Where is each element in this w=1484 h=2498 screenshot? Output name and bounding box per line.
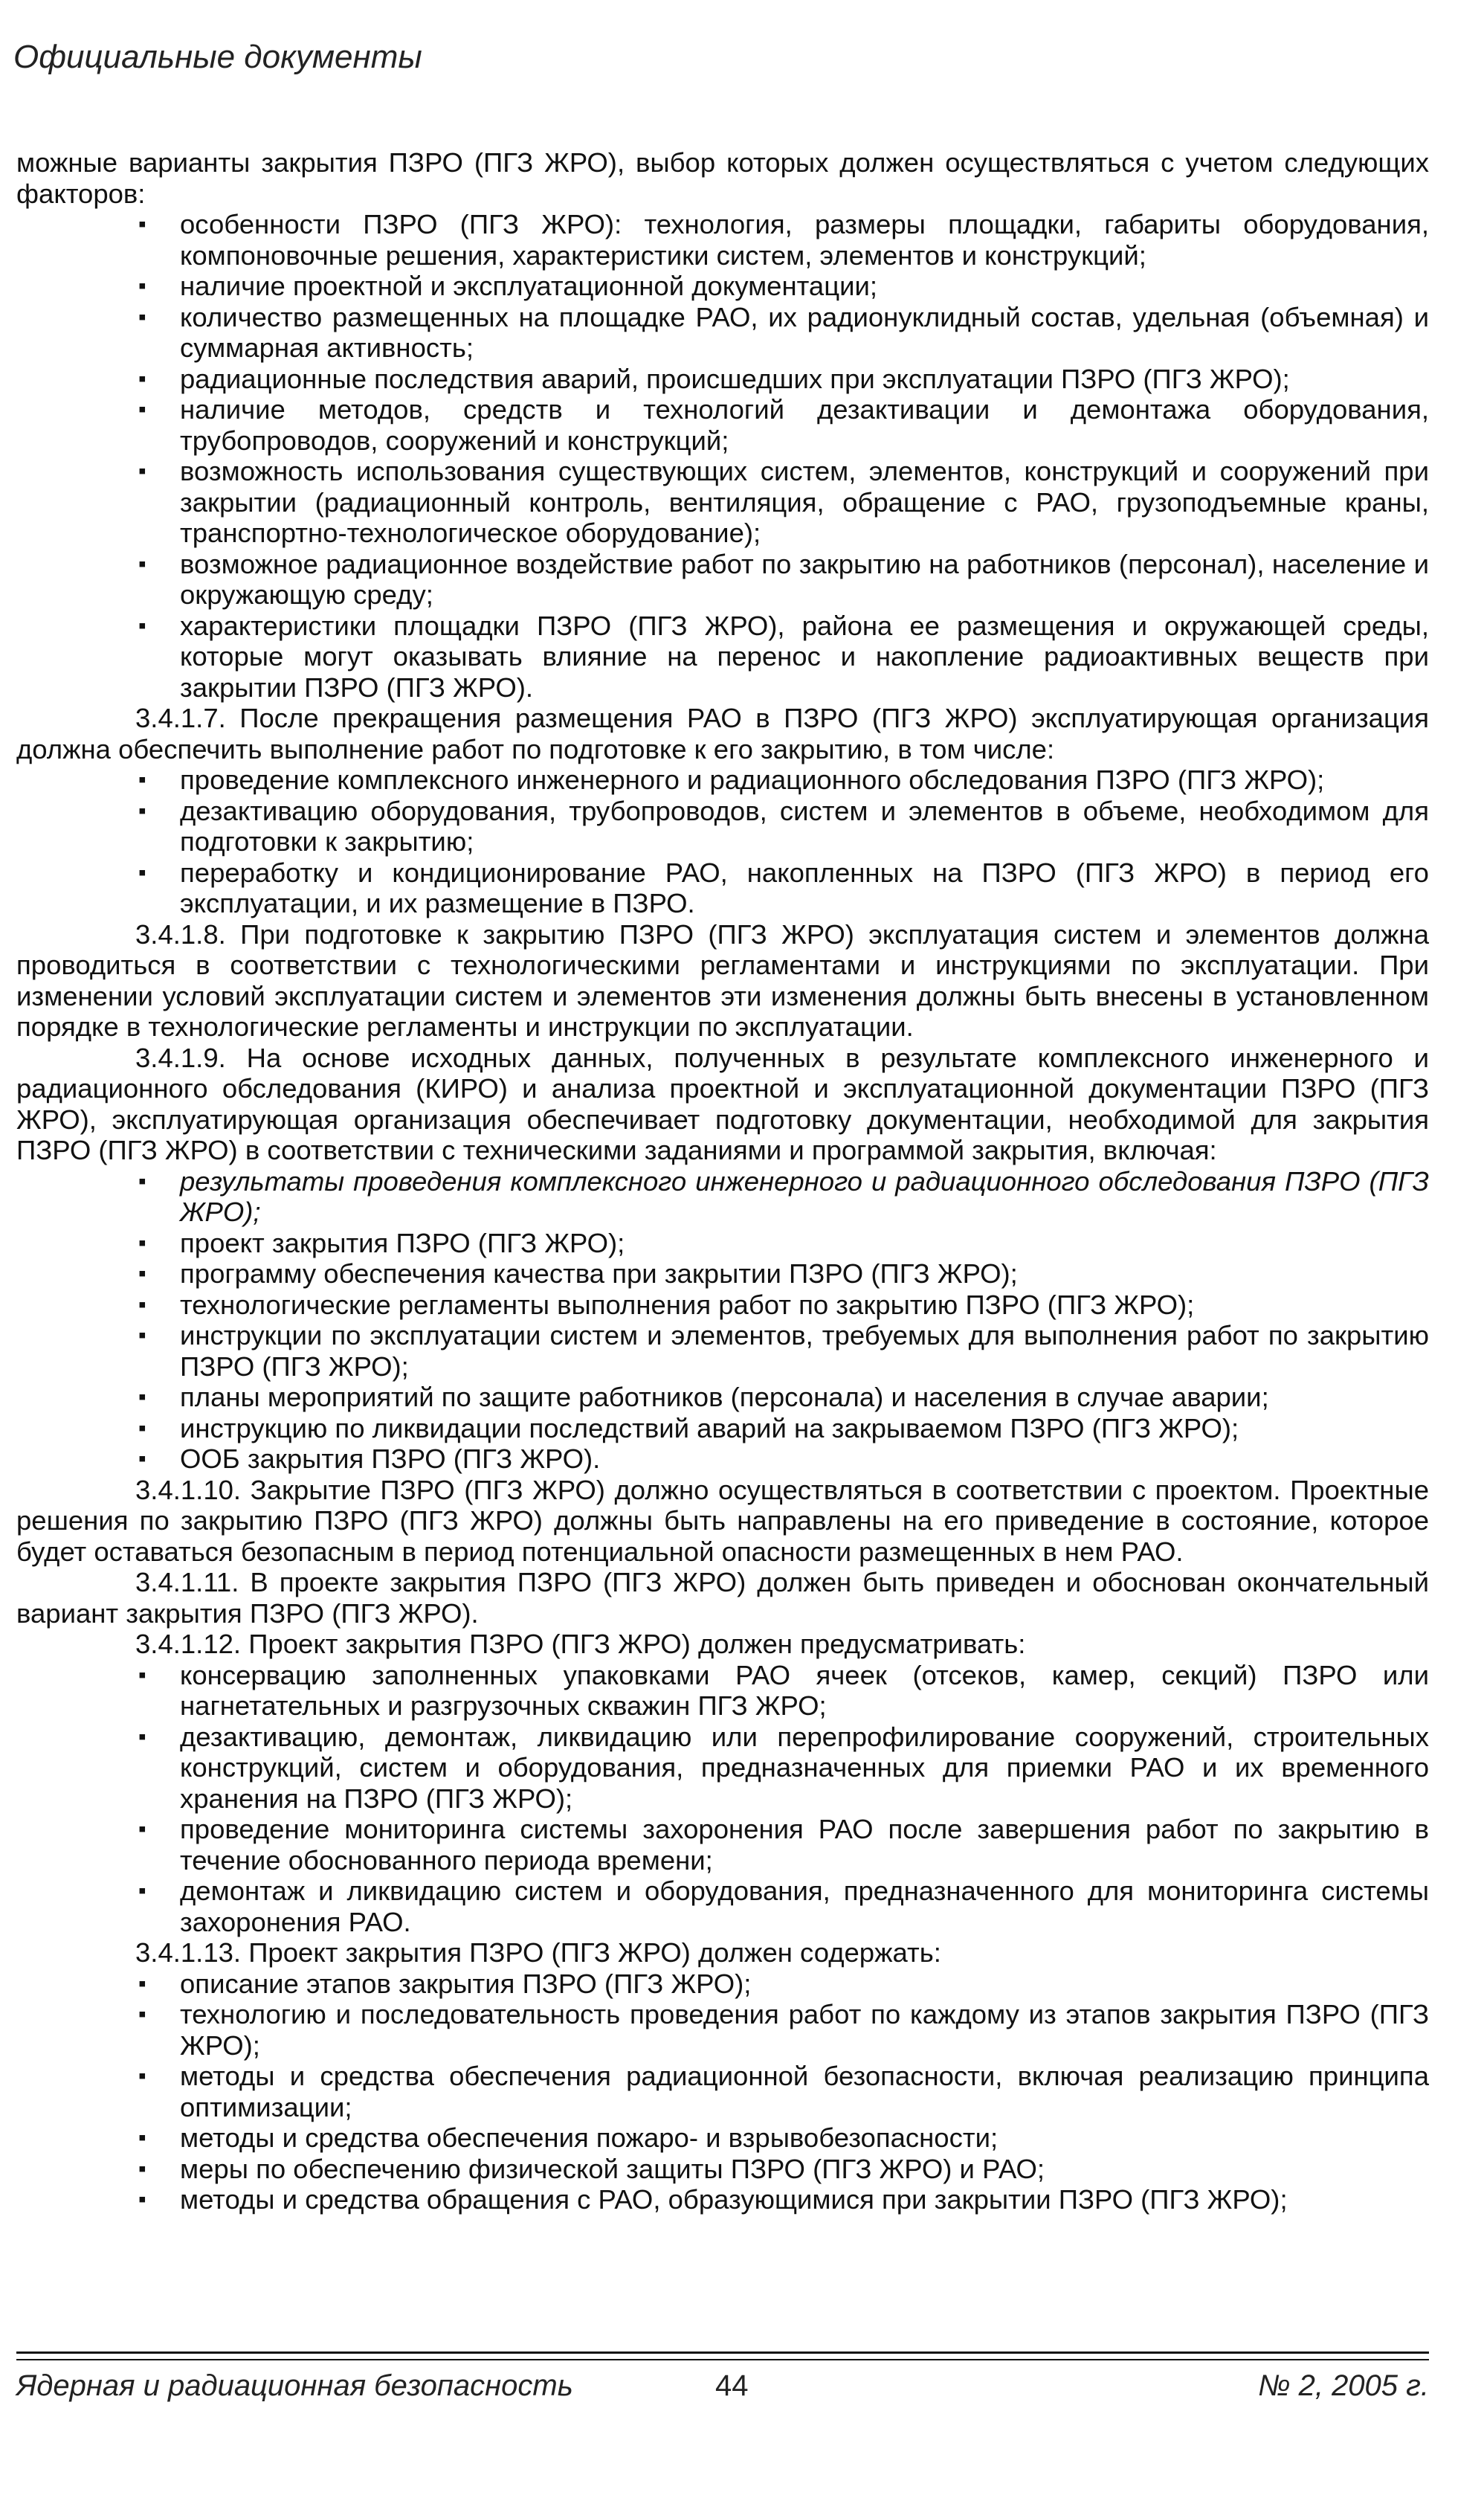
- list-item: ▪ количество размещенных на площадке РАО, их радионуклидный состав, удельная (объемная) и суммарная активность;: [180, 302, 1429, 364]
- list-item: ▪ переработку и кондиционирование РАО, накопленных на ПЗРО (ПГЗ ЖРО) в период его эксплуатации, и их размещение в ПЗРО.: [180, 857, 1429, 919]
- list-3-4-1-13: [16, 1969, 1429, 2215]
- paragraph-3-4-1-7: 3.4.1.7. После прекращения размещения РАО в ПЗРО (ПГЗ ЖРО) эксплуатирующая организация должна обеспечить выполнение работ по подготовке к его закрытию, в том числе:: [16, 703, 1429, 764]
- paragraph-3-4-1-13: 3.4.1.13. Проект закрытия ПЗРО (ПГЗ ЖРО) должен содержать:: [135, 1937, 941, 1968]
- list-item: ▪ инструкцию по ликвидации последствий аварий на закрываемом ПЗРО (ПГЗ ЖРО);: [180, 1413, 1429, 1444]
- list-item: ▪ программу обеспечения качества при закрытии ПЗРО (ПГЗ ЖРО);: [180, 1258, 1429, 1290]
- list-item: ▪ планы мероприятий по защите работников (персонала) и населения в случае аварии;: [180, 1382, 1429, 1413]
- list-3-4-1-9: [16, 1166, 1429, 1475]
- issue-label: № 2, 2005 г.: [1258, 2369, 1429, 2402]
- list-item: ▪ наличие методов, средств и технологий дезактивации и демонтажа оборудования, трубопроводов, сооружений и конструкций;: [180, 394, 1429, 456]
- list-item: ▪ возможность использования существующих систем, элементов, конструкций и сооружений при закрытии (радиационный контроль, вентиляция, обращение с РАО, грузоподъемные краны, транспортно-технологическое оборудование);: [180, 456, 1429, 549]
- page-number: 44: [715, 2369, 749, 2402]
- footer-divider: [16, 2351, 1429, 2354]
- list-item: ▪ проведение мониторинга системы захоронения РАО после завершения работ по закрытию в течение обоснованного периода времени;: [180, 1814, 1429, 1876]
- list-item: ▪ методы и средства обеспечения пожаро- и взрывобезопасности;: [180, 2122, 1429, 2154]
- list-item: ▪ меры по обеспечению физической защиты ПЗРО (ПГЗ ЖРО) и РАО;: [180, 2154, 1429, 2185]
- page-footer: [16, 2369, 1429, 2407]
- list-item: ▪ результаты проведения комплексного инженерного и радиационного обследования ПЗРО (ПГЗ ЖРО);: [180, 1166, 1429, 1228]
- paragraph-3-4-1-9: 3.4.1.9. На основе исходных данных, полученных в результате комплексного инженерного и радиационного обследования (КИРО) и анализа проектной и эксплуатационной документации ПЗРО (ПГЗ ЖРО), эксплуатирующая организация обеспечивает подготовку документации, необходимой для закрытия ПЗРО (ПГЗ ЖРО) в соответствии с техническими заданиями и программой закрытия, включая:: [16, 1042, 1429, 1165]
- list-item: ▪ особенности ПЗРО (ПГЗ ЖРО): технология, размеры площадки, габариты оборудования, компоновочные решения, характеристики систем, элементов и конструкций;: [180, 209, 1429, 271]
- list-3-4-1-7: [16, 764, 1429, 919]
- list-item: ▪ радиационные последствия аварий, происшедших при эксплуатации ПЗРО (ПГЗ ЖРО);: [180, 364, 1429, 395]
- factors-list: [16, 209, 1429, 703]
- paragraph-3-4-1-11: 3.4.1.11. В проекте закрытия ПЗРО (ПГЗ ЖРО) должен быть приведен и обоснован окончательный вариант закрытия ПЗРО (ПГЗ ЖРО).: [16, 1567, 1429, 1629]
- list-item: ▪ характеристики площадки ПЗРО (ПГЗ ЖРО), района ее размещения и окружающей среды, которые могут оказывать влияние на перенос и накопление радиоактивных веществ при закрытии ПЗРО (ПГЗ ЖРО).: [180, 611, 1429, 704]
- list-item: ▪ проведение комплексного инженерного и радиационного обследования ПЗРО (ПГЗ ЖРО);: [180, 764, 1429, 796]
- list-3-4-1-12: [16, 1660, 1429, 1938]
- intro-paragraph: можные варианты закрытия ПЗРО (ПГЗ ЖРО), выбор которых должен осуществляться с учетом следующих факторов:: [16, 147, 1429, 209]
- list-item: ▪ демонтаж и ликвидацию систем и оборудования, предназначенного для мониторинга системы захоронения РАО.: [180, 1876, 1429, 1937]
- paragraph-3-4-1-8: 3.4.1.8. При подготовке к закрытию ПЗРО (ПГЗ ЖРО) эксплуатация систем и элементов должна проводиться в соответствии с технологическими регламентами и инструкциями по эксплуатации. При изменении условий эксплуатации систем и элементов эти изменения должны быть внесены в установленном порядке в технологические регламенты и инструкции по эксплуатации.: [16, 918, 1429, 1042]
- list-item: ▪ методы и средства обеспечения радиационной безопасности, включая реализацию принципа оптимизации;: [180, 2061, 1429, 2122]
- paragraph-3-4-1-12: 3.4.1.12. Проект закрытия ПЗРО (ПГЗ ЖРО) должен предусматривать:: [135, 1629, 1026, 1659]
- journal-title: Ядерная и радиационная безопасность: [16, 2369, 573, 2402]
- footer-divider: [16, 2359, 1429, 2360]
- list-item: ▪ описание этапов закрытия ПЗРО (ПГЗ ЖРО);: [180, 1969, 1429, 2000]
- list-item: ▪ методы и средства обращения с РАО, образующимися при закрытии ПЗРО (ПГЗ ЖРО);: [180, 2184, 1429, 2215]
- list-item: ▪ возможное радиационное воздействие работ по закрытию на работников (персонал), население и окружающую среду;: [180, 549, 1429, 611]
- list-item: ▪ дезактивацию оборудования, трубопроводов, систем и элементов в объеме, необходимом для подготовки к закрытию;: [180, 796, 1429, 857]
- list-item: ▪ инструкции по эксплуатации систем и элементов, требуемых для выполнения работ по закрытию ПЗРО (ПГЗ ЖРО);: [180, 1320, 1429, 1382]
- list-item: ▪ наличие проектной и эксплуатационной документации;: [180, 271, 1429, 302]
- list-item: ▪ технологические регламенты выполнения работ по закрытию ПЗРО (ПГЗ ЖРО);: [180, 1290, 1429, 1321]
- list-item: ▪ ООБ закрытия ПЗРО (ПГЗ ЖРО).: [180, 1443, 1429, 1475]
- paragraph-3-4-1-10: 3.4.1.10. Закрытие ПЗРО (ПГЗ ЖРО) должно осуществляться в соответствии с проектом. Проектные решения по закрытию ПЗРО (ПГЗ ЖРО) должны быть направлены на его приведение в состояние, которое будет оставаться безопасным в период потенциальной опасности размещенных в нем РАО.: [16, 1474, 1429, 1567]
- page-header: Официальные документы: [13, 39, 422, 75]
- list-item: ▪ технологию и последовательность проведения работ по каждому из этапов закрытия ПЗРО (ПГЗ ЖРО);: [180, 1999, 1429, 2061]
- list-item: ▪ консервацию заполненных упаковками РАО ячеек (отсеков, камер, секций) ПЗРО или нагнетательных и разгрузочных скважин ПГЗ ЖРО;: [180, 1660, 1429, 1722]
- list-item: ▪ дезактивацию, демонтаж, ликвидацию или перепрофилирование сооружений, строительных конструкций, систем и оборудования, предназначенных для приемки РАО и их временного хранения на ПЗРО (ПГЗ ЖРО);: [180, 1722, 1429, 1815]
- list-item: ▪ проект закрытия ПЗРО (ПГЗ ЖРО);: [180, 1228, 1429, 1259]
- document-body: [16, 147, 1429, 2215]
